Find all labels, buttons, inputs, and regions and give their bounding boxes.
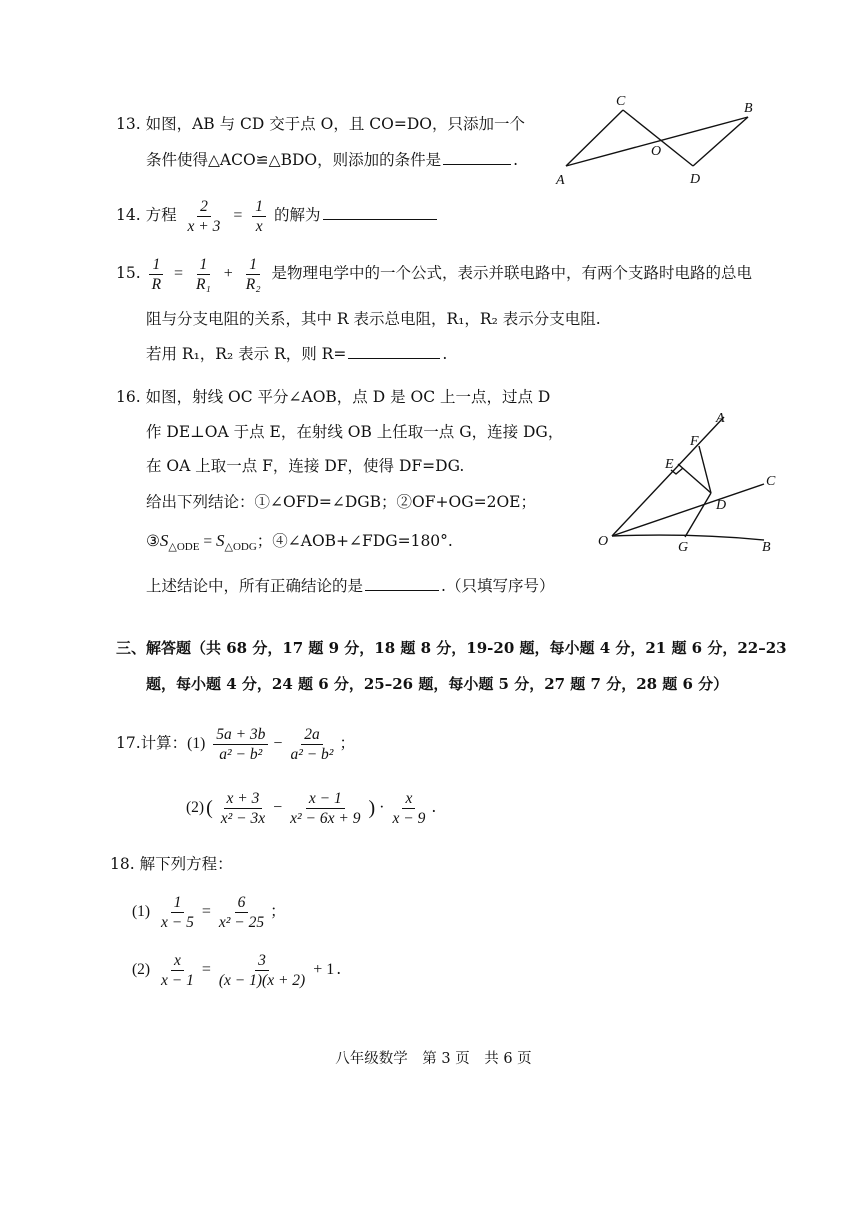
q14-rhs-numerator: 1 [252, 198, 266, 217]
q17-p1-f2-denominator: a² − b² [290, 745, 334, 763]
q18-part2 [132, 946, 341, 993]
q17-p1-f1-denominator: a² − b² [219, 745, 263, 763]
q17-p2-f2-denominator: x² − 6x + 9 [290, 809, 361, 827]
q18-part1-label: (1) [132, 903, 151, 920]
q13-label-C: C [616, 94, 626, 109]
q17-part1 [116, 720, 355, 767]
page-footer [0, 1048, 867, 1070]
q13-answer-blank[interactable] [443, 163, 511, 165]
q15-f1-numerator: 1 [149, 256, 163, 275]
q14-suffix: 的解为 [273, 206, 321, 224]
q15-f2-denominator: R₁ [195, 275, 211, 293]
q15-line1 [116, 253, 752, 294]
q16-area-S1-sub: △ODE [168, 541, 200, 554]
q17-p2-fraction1 [218, 790, 268, 827]
q16-segment-DG [685, 493, 711, 537]
q17-p2-f2-numerator: x − 1 [306, 790, 345, 809]
q16-text-line3: 在 OA 上取一点 F，连接 DF，使得 DF=DG. [146, 457, 465, 475]
q16-line3 [146, 455, 464, 477]
q15-f3-numerator: 1 [246, 256, 260, 275]
footer-text: 八年级数学 第 3 页 共 6 页 [335, 1051, 532, 1067]
q14-rhs-fraction [252, 198, 266, 235]
q16-area-equals: = [199, 533, 216, 550]
q18-p2-f2-numerator: 3 [255, 952, 269, 971]
q16-segment-DF [699, 446, 711, 493]
q15-plus: + [223, 265, 233, 282]
q18-p2-fraction1 [158, 952, 197, 989]
q16-label-E: E [665, 457, 674, 472]
q16-answer-blank[interactable] [365, 589, 439, 591]
q17-p2-fraction2 [287, 790, 363, 827]
section3-heading-line2 [146, 673, 728, 695]
q15-fraction-R2 [243, 256, 264, 293]
q13-figure [550, 90, 770, 190]
q15-equals: = [174, 265, 184, 282]
q16-text-line1: 如图，射线 OC 平分∠AOB，点 D 是 OC 上一点，过点 D [145, 388, 551, 406]
q17-part2 [186, 784, 436, 831]
q17-p1-f2-numerator: 2a [301, 726, 323, 745]
q18-p2-end: . [336, 960, 342, 978]
q17-p1-fraction1 [213, 726, 268, 763]
q16-text-line6: 上述结论中，所有正确结论的是 [146, 577, 364, 595]
q13-segment-AC [566, 110, 623, 166]
q16-label-D: D [716, 498, 727, 513]
section3-text-line2: 题，每小题 4 分，24 题 6 分，25–26 题，每小题 5 分，27 题 7 分，28 题 6 分） [146, 675, 729, 693]
q16-item3-marker: ③ [146, 532, 160, 550]
q17-p2-rparen: ) [368, 797, 376, 819]
q15-fraction-R1 [193, 256, 214, 293]
q16-label-A: A [716, 411, 725, 426]
q18-p2-fraction2 [216, 952, 308, 989]
section3-text-line1: （共 68 分，17 题 9 分，18 题 8 分，19-20 题，每小题 4 分，21 题 6 分，22–23 [191, 639, 787, 657]
q16-label-O: O [598, 534, 609, 549]
q16-label-B: B [762, 540, 771, 555]
q13-label-B: B [744, 101, 753, 116]
q14-lhs-numerator: 2 [197, 198, 211, 217]
q18-p1-fraction1 [158, 894, 197, 931]
q14-line [116, 195, 439, 236]
section3-title: 三、解答题 [116, 639, 192, 657]
q18-p2-f1-numerator: x [171, 952, 184, 971]
q17-p2-f3-numerator: x [402, 790, 415, 809]
q18-p2-plus-one: + 1 [313, 961, 335, 978]
q18-title-line [110, 853, 233, 875]
q15-text-line3: 若用 R₁，R₂ 表示 R，则 R= [146, 345, 347, 363]
q16-area-S1: S [159, 531, 169, 550]
q15-period: . [442, 345, 448, 363]
q17-prefix: 计算： [140, 734, 188, 752]
q17-p1-f1-numerator: 5a + 3b [213, 726, 268, 745]
q16-line6 [146, 575, 554, 597]
q18-part2-label: (2) [132, 961, 151, 978]
q13-period: . [513, 151, 519, 169]
q15-f3-denominator: R₂ [245, 275, 261, 293]
q17-p2-f1-denominator: x² − 3x [220, 809, 266, 827]
q13-number: 13. [116, 115, 141, 133]
q15-fraction-R [149, 256, 164, 293]
q17-p2-minus: − [273, 799, 283, 816]
q18-p2-f2-denominator: (x − 1)(x + 2) [218, 971, 306, 989]
q17-part2-label: (2) [186, 799, 205, 816]
q13-label-A: A [556, 173, 565, 188]
q16-line1 [116, 386, 550, 408]
q16-text-line2: 作 DE⊥OA 于点 E，在射线 OB 上任取一点 G，连接 DG， [146, 423, 564, 441]
q16-area-S2-sub: △ODG [224, 541, 257, 554]
q17-p1-end: ； [339, 734, 355, 752]
q17-p2-fraction3 [389, 790, 428, 827]
q16-figure [592, 405, 792, 565]
q17-p2-f1-numerator: x + 3 [224, 790, 263, 809]
q15-line3 [146, 343, 447, 365]
q13-text-line1: 如图，AB 与 CD 交于点 O，且 CO=DO，只添加一个 [145, 115, 525, 133]
q17-p2-lparen: ( [206, 797, 213, 819]
q16-area-S2: S [215, 531, 225, 550]
q13-label-D: D [690, 172, 701, 187]
q15-number: 15. [116, 264, 141, 282]
q17-p2-f3-denominator: x − 9 [392, 809, 426, 827]
q16-line2 [146, 421, 563, 443]
q18-p1-f1-numerator: 1 [171, 894, 185, 913]
q16-text-line4: 给出下列结论：①∠OFD=∠DGB；②OF+OG=2OE； [146, 493, 536, 511]
q18-p2-f1-denominator: x − 1 [161, 971, 194, 989]
q17-p1-fraction2 [287, 726, 336, 763]
q18-p1-fraction2 [216, 894, 267, 931]
q13-line1 [116, 113, 525, 135]
q15-f2-numerator: 1 [197, 256, 211, 275]
q16-text-line6-end: .（只填写序号） [441, 577, 555, 595]
q18-p1-end: ； [270, 902, 286, 920]
q16-line5 [146, 530, 453, 558]
q18-number: 18. [110, 855, 135, 873]
q15-f1-denominator: R [151, 275, 162, 293]
q16-label-F: F [690, 434, 699, 449]
q18-p1-equals: = [201, 903, 211, 920]
q15-text-line1: 是物理电学中的一个公式，表示并联电路中，有两个支路时电路的总电 [271, 264, 753, 282]
q16-label-G: G [678, 540, 689, 555]
q14-lhs-fraction [185, 198, 224, 235]
q13-text-line2: 条件使得△ACO≌△BDO，则添加的条件是 [146, 151, 442, 169]
section3-heading-line1 [116, 637, 787, 659]
q18-p2-equals: = [201, 961, 211, 978]
q13-line2 [146, 149, 518, 171]
q17-p1-minus: − [273, 735, 283, 752]
q17-part1-label: (1) [187, 735, 206, 752]
q17-number: 17. [116, 734, 141, 752]
q14-lhs-denominator: x + 3 [187, 217, 221, 235]
q17-p2-dot: · [379, 799, 385, 816]
q14-prefix: 方程 [145, 206, 177, 224]
q17-p2-end: . [431, 798, 437, 816]
q16-text-line5: ；④∠AOB+∠FDG=180°. [256, 532, 453, 550]
q14-number: 14. [116, 206, 141, 224]
q15-line2 [146, 308, 601, 330]
q18-p1-f1-denominator: x − 5 [161, 913, 194, 931]
q14-answer-blank[interactable] [323, 218, 437, 220]
q16-ray-OC [612, 484, 764, 536]
q14-rhs-denominator: x [255, 217, 263, 235]
q16-number: 16. [116, 388, 141, 406]
q16-label-C: C [766, 474, 776, 489]
q13-label-O: O [651, 144, 662, 159]
q18-part1 [132, 888, 286, 935]
q18-p1-f2-denominator: x² − 25 [218, 913, 265, 931]
q18-p1-f2-numerator: 6 [235, 894, 249, 913]
q16-line4 [146, 491, 536, 513]
q15-answer-blank[interactable] [348, 357, 440, 359]
q14-equals: = [233, 207, 243, 224]
q15-text-line2: 阻与分支电阻的关系，其中 R 表示总电阻，R₁，R₂ 表示分支电阻. [146, 310, 601, 328]
q18-title: 解下列方程： [139, 855, 233, 873]
